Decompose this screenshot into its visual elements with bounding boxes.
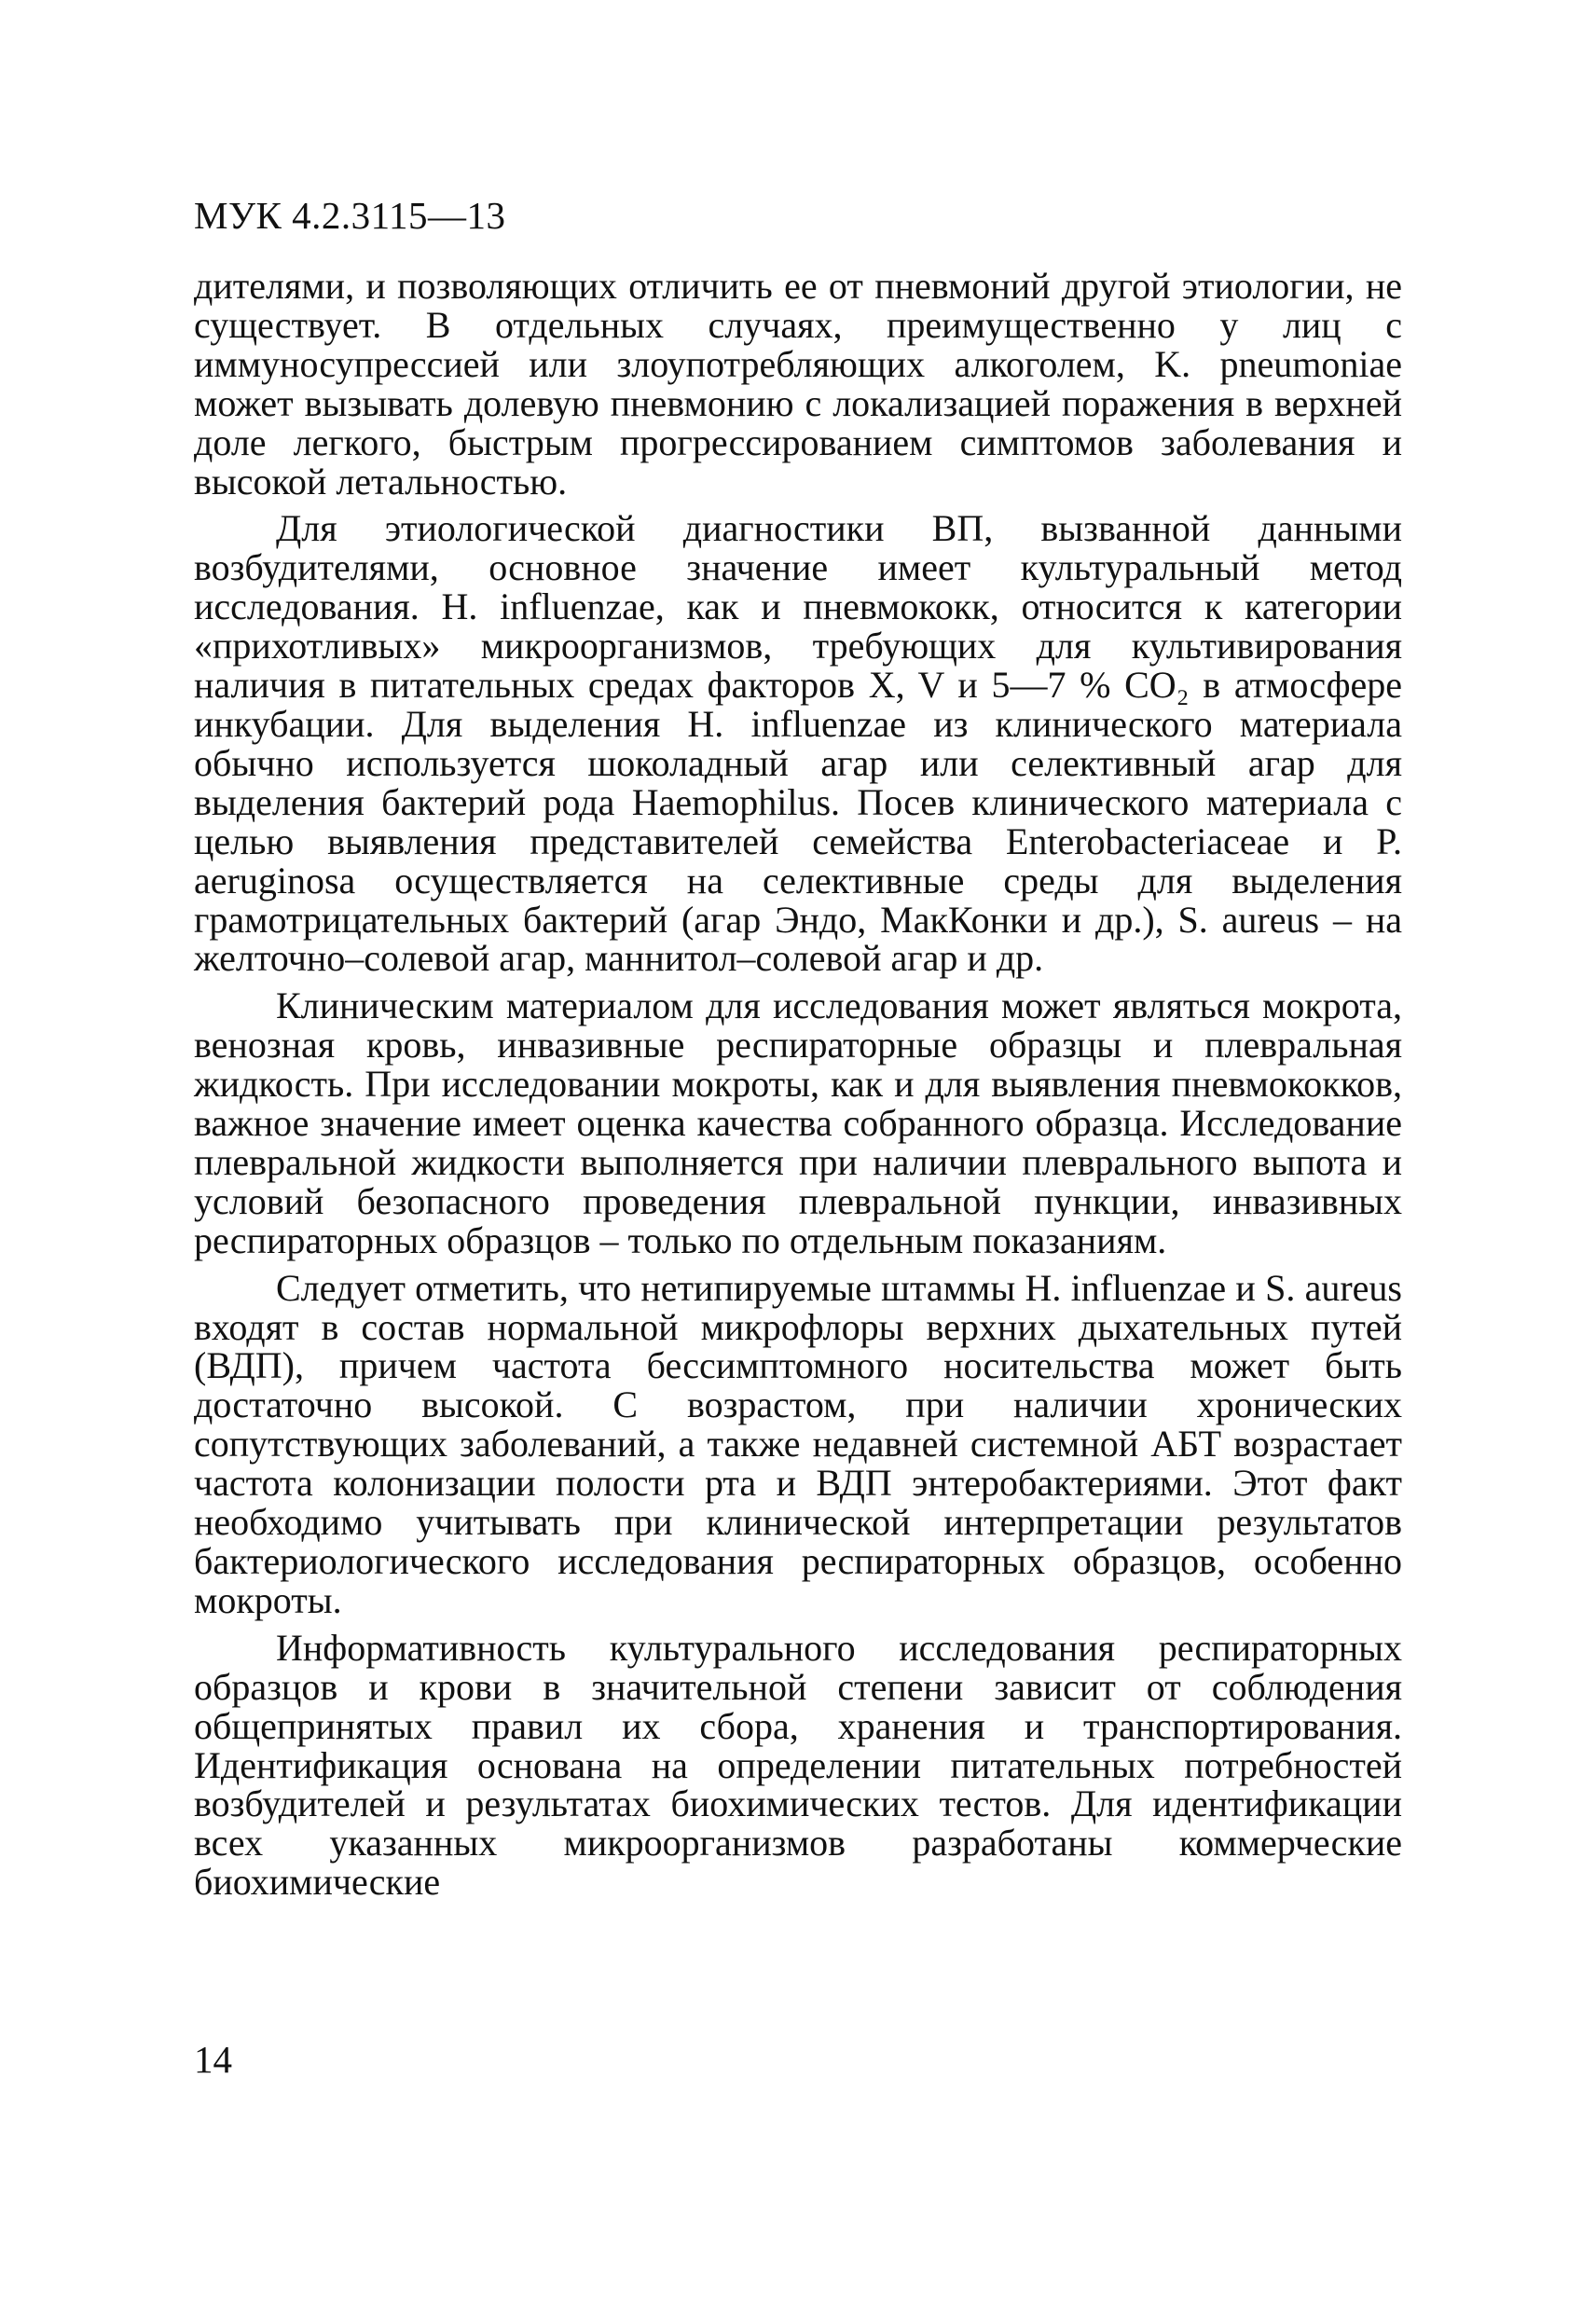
paragraph-etiological-diagnosis: Для этиологической диагностики ВП, вызванной данными возбудителями, основное значение имеет культуральный метод исследования. H. influenzae, как и пневмококк, относится к категории «прихотливых» микроорганизмов, требующих для культивирования наличия в питательных средах факторов X, V и 5—7 % CO₂ в атмосфере инкубации. Для выделения H. influenzae из клинического материала обычно используется шоколадный агар или селективный агар для выделения бактерий рода Haemophilus. Посев клинического материала с целью выявления представителей семейства Enterobacteriaceae и P. aeruginosa осуществляется на селективные среды для выделения грамотрицательных бактерий (агар Эндо, МакКонки и др.), S. aureus – на желточно–солевой агар, маннитол–солевой агар и др. bbox=[194, 507, 1402, 980]
body-text bbox=[194, 267, 1402, 1902]
paragraph-normal-microflora: Следует отметить, что нетипируемые штаммы H. influenzae и S. aureus входят в состав нормальной микрофлоры верхних дыхательных путей (ВДП), причем частота бессимптомного носительства может быть достаточно высокой. С возрастом, при наличии хронических сопутствующих заболеваний, а также недавней системной АБТ возрастает частота колонизации полости рта и ВДП энтеробактериями. Этот факт необходимо учитывать при клинической интерпретации результатов бактериологического исследования респираторных образцов, особенно мокроты. bbox=[194, 1266, 1402, 1621]
paragraph-culture-informativeness: Информативность культурального исследования респираторных образцов и крови в значительной степени зависит от соблюдения общепринятых правил их сбора, хранения и транспортирования. Идентификация основана на определении питательных потребностей возбудителей и результатах биохимических тестов. Для идентификации всех указанных микроорганизмов разработаны коммерческие биохимические bbox=[194, 1626, 1402, 1904]
paragraph-clinical-material: Клиническим материалом для исследования может являться мокрота, венозная кровь, инвазивные респираторные образцы и плевральная жидкость. При исследовании мокроты, как и для выявления пневмококков, важное значение имеет оценка качества собранного образца. Исследование плевральной жидкости выполняется при наличии плеврального выпота и условий безопасного проведения плевральной пункции, инвазивных респираторных образцов – только по отдельным показаниям. bbox=[194, 984, 1402, 1261]
page-number: 14 bbox=[194, 2038, 232, 2081]
document-code-header: МУК 4.2.3115—13 bbox=[194, 194, 506, 237]
paragraph-continuation: дителями, и позволяющих отличить ее от пневмоний другой этиологии, не существует. В отдельных случаях, преимущественно у лиц с иммуносупрессией или злоупотребляющих алкоголем, K. pneumoniae может вызывать долевую пневмонию с локализацией поражения в верхней доле легкого, быстрым прогрессированием симптомов заболевания и высокой летальностью. bbox=[194, 265, 1402, 502]
